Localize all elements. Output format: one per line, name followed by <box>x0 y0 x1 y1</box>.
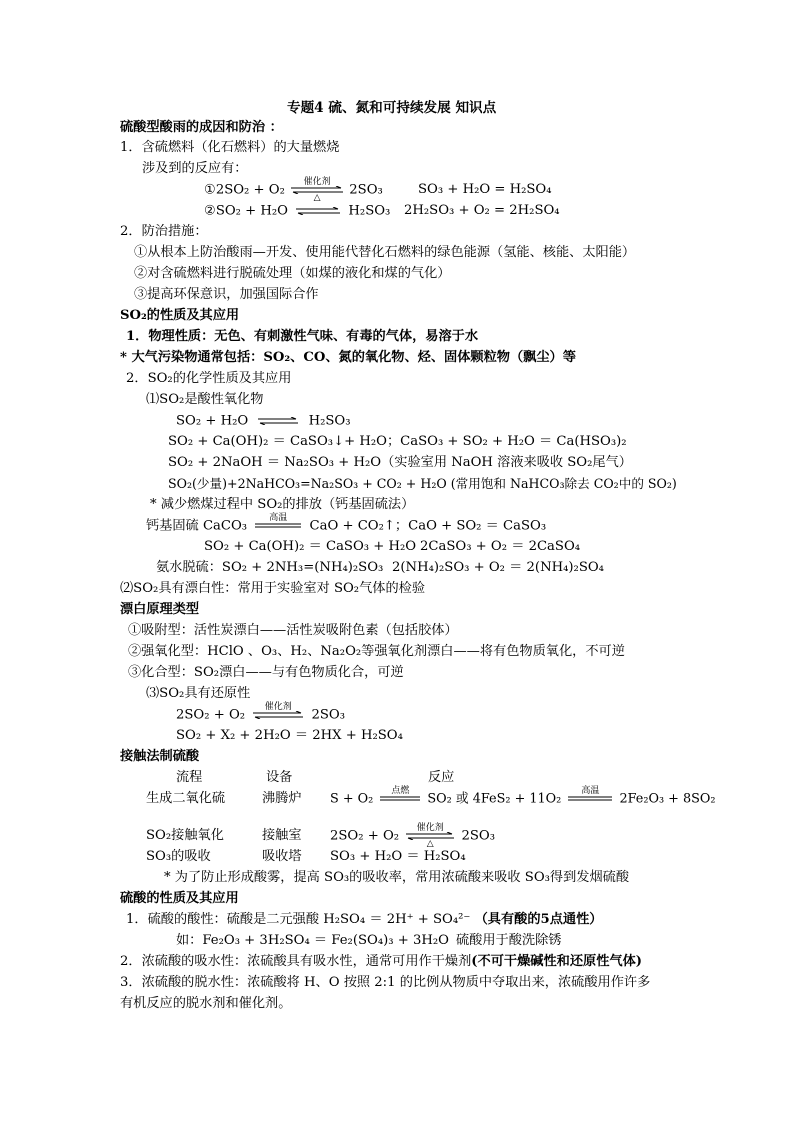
equation: 2H₂SO₃ + O₂ = 2H₂SO₄ <box>404 203 560 218</box>
section-heading-so2: SO₂的性质及其应用 <box>120 308 240 323</box>
section-heading-acid-rain: 硫酸型酸雨的成因和防治 ： <box>120 120 283 135</box>
reversible-arrow-icon <box>296 201 340 221</box>
section-heading-sulfuric-acid: 硫酸的性质及其应用 <box>120 891 239 906</box>
text-line: ⑴SO₂是酸性氧化物 <box>146 392 264 407</box>
section-heading-contact-process: 接触法制硫酸 <box>120 749 200 764</box>
column-header-reaction: 反应 <box>428 770 455 785</box>
text-line: ②对含硫燃料进行脱硫处理（如煤的液化和煤的气化） <box>134 266 451 281</box>
section-heading-bleach: 漂白原理类型 <box>120 602 200 617</box>
page-title: 专题4 硫、氮和可持续发展 知识点 <box>287 100 497 116</box>
text-line: 有机反应的脱水剂和催化剂。 <box>120 996 292 1011</box>
table-cell: SO₂接触氧化 <box>146 828 224 843</box>
equation: SO₃ + H₂O ＝ H₂SO₄ <box>330 849 466 864</box>
equation: SO₂ + X₂ + 2H₂O ＝ 2HX + H₂SO₄ <box>176 728 403 743</box>
text-line: * 为了防止形成酸雾，提高 SO₃的吸收率，常用浓硫酸来吸收 SO₃得到发烟硫酸 <box>164 870 630 885</box>
condition-label: 催化剂 <box>303 177 331 187</box>
equation: SO₂ + 2NaOH ＝ Na₂SO₃ + H₂O（实验室用 NaOH 溶液来吸收 SO₂尾气） <box>168 455 632 470</box>
equation: 如：Fe₂O₃ + 3H₂SO₄ ＝ Fe₂(SO₄)₃ + 3H₂O <box>176 933 449 948</box>
equation: SO₂ + Ca(OH)₂ ＝ CaSO₃ + H₂O <box>204 539 417 554</box>
condition-label: 点燃 <box>391 786 410 796</box>
condition-label: 高温 <box>269 513 288 523</box>
equation: SO₂ + Ca(OH)₂ ＝ CaSO₃↓+ H₂O；CaSO₃ + SO₂ + H₂O ＝ Ca(HSO₃)₂ <box>168 434 627 449</box>
text-line: 2．SO₂的化学性质及其应用 <box>126 371 292 386</box>
reversible-arrow-icon <box>258 411 298 431</box>
table-cell: 生成二氧化硫 <box>146 791 226 806</box>
text-line: 3．浓硫酸的脱水性：浓硫酸将 H、O 按照 2:1 的比例从物质中夺取出来，浓硫酸用作许多 <box>120 975 651 990</box>
condition-label: 催化剂 <box>264 702 292 712</box>
equation: 2SO₂ + O₂ 催化剂 △ 2SO₃ <box>330 823 495 849</box>
text-line: ①从根本上防治酸雨—开发、使用能代替化石燃料的绿色能源（氢能、核能、太阳能） <box>134 245 636 260</box>
text-line: 1．硫酸的酸性：硫酸是二元强酸 H₂SO₄ ＝ 2H⁺ + SO₄²⁻ （具有酸的5点通性） <box>126 912 603 927</box>
equation: 2(NH₄)₂SO₃ + O₂ ＝ 2(NH₄)₂SO₄ <box>392 560 604 575</box>
equation: S + O₂ 点燃 SO₂ 或 4FeS₂ + 11O₂ 高温 2Fe₂O₃ + 8SO₂ <box>330 789 715 810</box>
arrow-icon <box>380 786 420 809</box>
table-cell: 吸收塔 <box>262 849 302 864</box>
text-line: * 大气污染物通常包括：SO₂、CO、氮的氧化物、烃、固体颗粒物（飘尘）等 <box>120 350 576 365</box>
text-line: 1．物理性质：无色、有刺激性气味、有毒的气体，易溶于水 <box>126 329 479 344</box>
table-cell: 沸腾炉 <box>262 791 302 806</box>
table-cell: 接触室 <box>262 828 302 843</box>
equation: 2SO₂ + O₂ 催化剂 2SO₃ <box>176 705 345 726</box>
condition-label: 催化剂 <box>416 823 444 833</box>
text-line: 2．防治措施： <box>120 224 208 239</box>
text-line: ③提高环保意识，加强国际合作 <box>134 287 319 302</box>
text-line: 硫酸用于酸洗除锈 <box>456 933 562 948</box>
equation: 氨水脱硫：SO₂ + 2NH₃=(NH₄)₂SO₃ <box>156 560 384 575</box>
text-line: ⑶SO₂具有还原性 <box>146 686 251 701</box>
table-cell: SO₃的吸收 <box>146 849 211 864</box>
arrow-icon <box>255 513 301 536</box>
text-line: ③化合型：SO₂漂白——与有色物质化合，可逆 <box>128 665 404 680</box>
equation: SO₃ + H₂O = H₂SO₄ <box>418 182 552 197</box>
reversible-arrow-icon: 催化剂 △ <box>406 826 454 846</box>
text-line: ②强氧化型：HClO 、O₃、H₂、Na₂O₂等强氧化剂漂白——将有色物质氧化，不可逆 <box>128 644 625 659</box>
equation: ①2SO₂ + O₂ 催化剂 △ 2SO₃ <box>204 177 383 203</box>
text-line: 1．含硫燃料（化石燃料）的大量燃烧 <box>120 140 340 155</box>
text-line: ⑵SO₂具有漂白性：常用于实验室对 SO₂气体的检验 <box>120 581 426 596</box>
text-line: 涉及到的反应有： <box>142 161 248 176</box>
equation: ②SO₂ + H₂O H₂SO₃ <box>204 201 390 222</box>
condition-label: 高温 <box>581 786 600 796</box>
text-line: * 减少燃煤过程中 SO₂的排放（钙基固硫法） <box>150 497 415 512</box>
equation: 2CaSO₃ + O₂ ＝ 2CaSO₄ <box>420 539 581 554</box>
equation: SO₂(少量)+2NaHCO₃=Na₂SO₃ + CO₂ + H₂O (常用饱和 NaHCO₃除去 CO₂中的 SO₂) <box>168 476 677 491</box>
reversible-arrow-icon: 催化剂 △ <box>291 180 343 200</box>
column-header-process: 流程 <box>176 770 203 785</box>
equation: SO₂ + H₂O H₂SO₃ <box>176 411 351 432</box>
arrow-icon <box>568 786 612 809</box>
text-line: ①吸附型：活性炭漂白——活性炭吸附色素（包括胶体） <box>128 623 458 638</box>
column-header-equipment: 设备 <box>266 770 293 785</box>
equation: 钙基固硫 CaCO₃ 高温 CaO + CO₂↑；CaO + SO₂ ＝ CaSO₃ <box>146 516 546 537</box>
reversible-arrow-icon <box>253 702 303 725</box>
text-line: 2．浓硫酸的吸水性：浓硫酸具有吸水性，通常可用作干燥剂(不可干燥碱性和还原性气体) <box>120 954 642 969</box>
